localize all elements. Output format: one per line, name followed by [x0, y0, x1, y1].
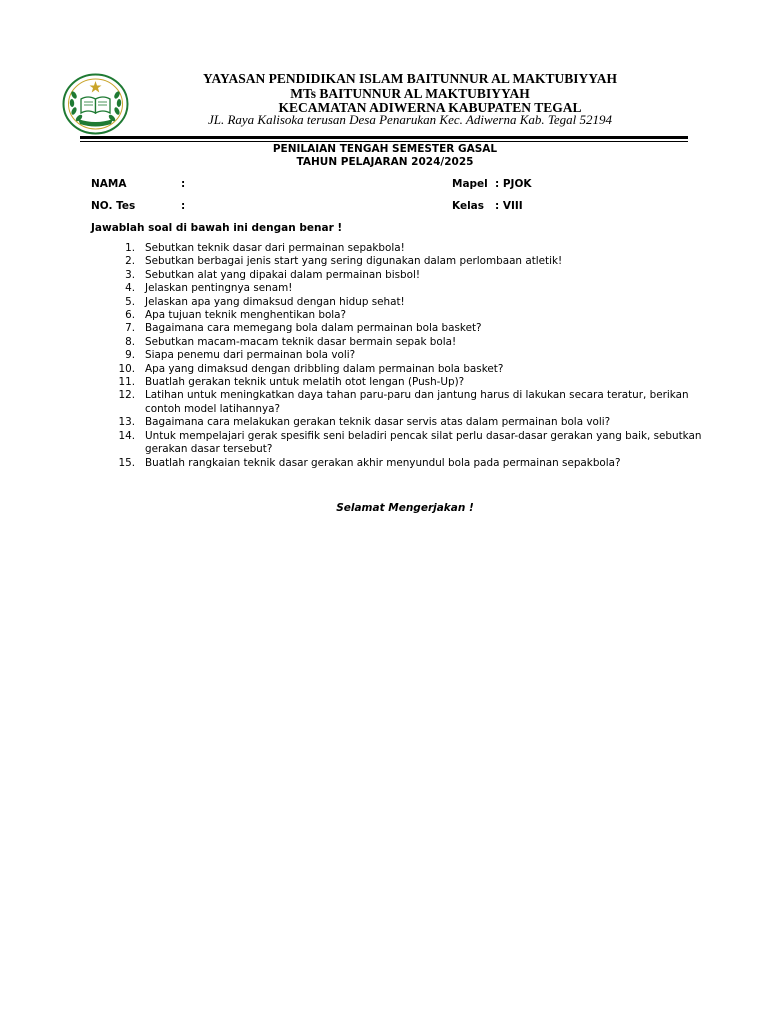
- question-item: [110, 269, 710, 282]
- question-item: [110, 255, 710, 268]
- question-item: [110, 457, 710, 470]
- academic-year: TAHUN PELAJARAN 2024/2025: [296, 156, 474, 168]
- question-number: 10.: [118, 362, 135, 375]
- question-number: 3.: [125, 268, 135, 281]
- question-text: Sebutkan alat yang dipakai dalam permainan bisbol!: [145, 268, 421, 281]
- question-number: 9.: [125, 349, 135, 362]
- question-text: Apa yang dimaksud dengan dribbling dalam permainan bola basket?: [145, 362, 504, 375]
- notes-label: NO. Tes: [91, 200, 136, 212]
- instruction-text: Jawablah soal di bawah ini dengan benar !: [91, 222, 343, 234]
- question-text: Sebutkan berbagai jenis start yang sering digunakan dalam perlombaan atletik!: [145, 255, 563, 268]
- question-text: Bagaimana cara memegang bola dalam permainan bola basket?: [145, 322, 482, 335]
- question-item: [110, 389, 710, 416]
- question-item: [110, 376, 710, 389]
- mapel-value: : PJOK: [495, 178, 532, 190]
- question-number: 14.: [118, 429, 135, 442]
- question-text: Sebutkan teknik dasar dari permainan sepakbola!: [145, 242, 405, 254]
- question-item: [110, 430, 710, 457]
- question-number: 11.: [118, 376, 135, 389]
- question-text: Buatlah gerakan teknik untuk melatih otot lengan (Push-Up)?: [145, 376, 465, 389]
- question-text: Bagaimana cara melakukan gerakan teknik dasar servis atas dalam permainan bola voli?: [145, 416, 611, 429]
- question-item: [110, 282, 710, 295]
- question-text: Buatlah rangkaian teknik dasar gerakan akhir menyundul bola pada permainan sepakbola?: [145, 456, 621, 469]
- kelas-value: : VIII: [495, 200, 523, 212]
- question-text: Latihan untuk meningkatkan daya tahan paru-paru dan jantung harus di lakukan secara teratur, berikan contoh model latihannya?: [145, 389, 689, 415]
- question-number: 2.: [125, 255, 135, 268]
- question-number: 12.: [118, 389, 135, 402]
- school-emblem-icon: [62, 73, 129, 135]
- question-number: 6.: [125, 309, 135, 322]
- question-number: 1.: [125, 242, 135, 254]
- question-item: [110, 309, 710, 322]
- question-text: Sebutkan macam-macam teknik dasar bermain sepak bola!: [145, 335, 457, 348]
- question-number: 5.: [125, 295, 135, 308]
- question-text: Siapa penemu dari permainan bola voli?: [145, 349, 356, 362]
- question-number: 4.: [125, 282, 135, 295]
- question-item: [110, 349, 710, 362]
- closing-message: Selamat Mengerjakan !: [336, 502, 474, 514]
- question-text: Jelaskan pentingnya senam!: [145, 282, 293, 295]
- question-text: Apa tujuan teknik menghentikan bola?: [145, 309, 347, 322]
- question-item: [110, 336, 710, 349]
- header-divider-thin: [80, 141, 688, 142]
- question-item: [110, 296, 710, 309]
- question-item: [110, 322, 710, 335]
- question-number: 7.: [125, 322, 135, 335]
- foundation-name: YAYASAN PENDIDIKAN ISLAM BAITUNNUR AL MAKTUBIYYAH: [203, 71, 617, 86]
- district-name: KECAMATAN ADIWERNA KABUPATEN TEGAL: [278, 100, 582, 115]
- kelas-label: Kelas: [452, 200, 485, 212]
- question-item: [110, 363, 710, 376]
- question-list: [110, 242, 710, 470]
- question-text: Untuk mempelajari gerak spesifik seni beladiri pencak silat perlu dasar-dasar gerakan yang baik, sebutkan gerakan dasar tersebut?: [145, 429, 702, 456]
- question-number: 15.: [118, 456, 135, 469]
- question-number: 13.: [118, 416, 135, 429]
- school-address: JL. Raya Kalisoka terusan Desa Penarukan Kec. Adiwerna Kab. Tegal 52194: [207, 112, 613, 127]
- mapel-label: Mapel: [452, 178, 488, 190]
- notes-colon: :: [181, 200, 186, 212]
- header-divider-thick: [80, 136, 688, 139]
- question-number: 8.: [125, 335, 135, 348]
- nama-colon: :: [181, 178, 186, 190]
- question-item: [110, 242, 710, 255]
- exam-title: PENILAIAN TENGAH SEMESTER GASAL: [272, 143, 498, 155]
- question-text: Jelaskan apa yang dimaksud dengan hidup sehat!: [145, 295, 405, 308]
- question-item: [110, 416, 710, 429]
- nama-label: NAMA: [91, 178, 127, 190]
- school-name: MTs BAITUNNUR AL MAKTUBIYYAH: [290, 86, 530, 101]
